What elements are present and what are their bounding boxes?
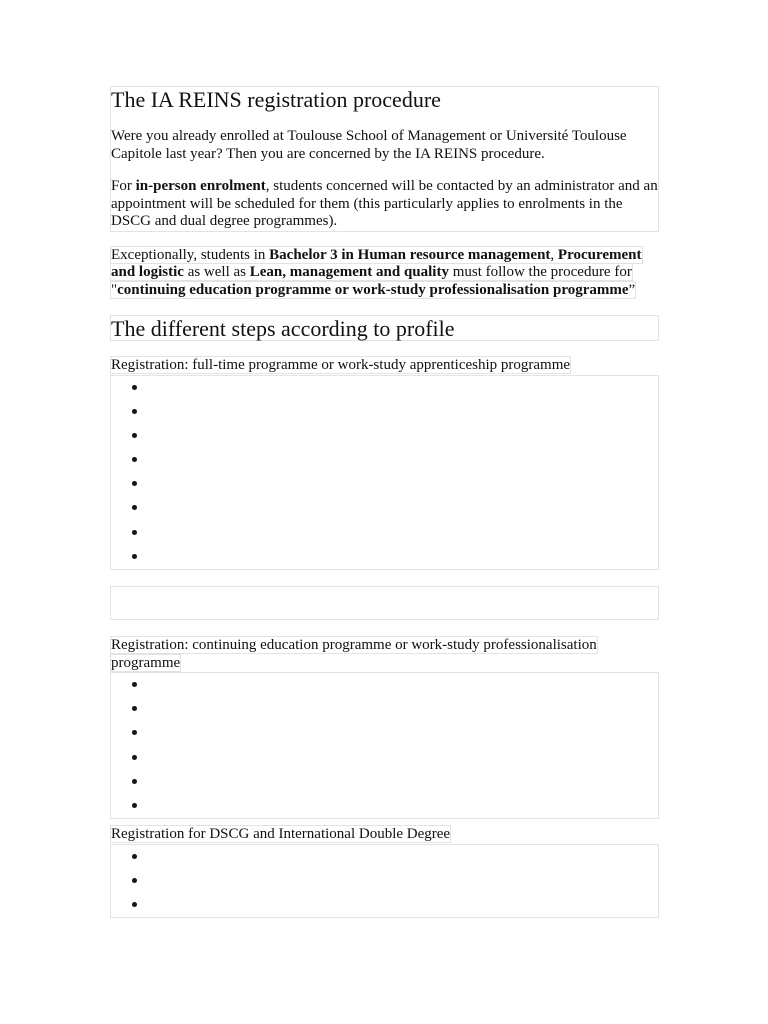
list-item (111, 770, 658, 794)
section-full-time (110, 357, 659, 570)
list-item (111, 448, 658, 472)
list-item (111, 521, 658, 545)
steps-list-dscg (110, 844, 659, 919)
steps-title-box (110, 315, 659, 341)
list-item (111, 545, 658, 569)
list-item (111, 697, 658, 721)
section-heading-dscg: Registration for DSCG and International Double Degree (111, 826, 451, 843)
exception-t5: ” (628, 281, 636, 298)
intro-paragraph-enrolled: Were you already enrolled at Toulouse School of Management or Université Toulouse Capitole last year? Then you are concerned by the IA REINS procedure. (111, 128, 627, 162)
list-item (111, 673, 658, 697)
exception-t1: Exceptionally, students in (111, 246, 270, 263)
list-item (111, 424, 658, 448)
steps-title: The different steps according to profile (111, 316, 455, 341)
steps-list-continuing-education (110, 672, 659, 819)
exception-text (110, 246, 643, 299)
intro-paragraph-in-person (111, 178, 658, 231)
lean-management-quality-emphasis: Lean, management and quality (249, 264, 449, 280)
steps-list-full-time (110, 375, 659, 571)
section-heading-full-time: Registration: full-time programme or work-study apprenticeship programme (111, 357, 571, 373)
exception-t2: , (550, 246, 558, 263)
in-person-enrolment-emphasis: in-person enrolment (135, 178, 266, 194)
exception-t3: as well as (183, 264, 250, 280)
list-item (111, 893, 658, 917)
list-item (111, 472, 658, 496)
page-content (110, 86, 659, 918)
list-item (111, 794, 658, 818)
list-item (111, 400, 658, 424)
list-item (111, 376, 658, 400)
exception-t4: must follow the procedure for " (111, 264, 632, 298)
procurement-logistic-emphasis: Procurement and logistic (111, 246, 642, 280)
intro-p2-prefix: For (111, 178, 136, 194)
list-item (111, 746, 658, 770)
intro-p2-suffix: , students concerned will be contacted by an administrator and an appointment will be scheduled for them (this particularly applies to enrolments in the DSCG and dual degree programmes). (111, 178, 658, 229)
section-dscg (110, 826, 659, 918)
section-heading-continuing-education: Registration: continuing education programme or work-study professionalisation programme (111, 637, 597, 671)
list-item (111, 845, 658, 869)
empty-content-box (110, 586, 659, 620)
bachelor-hr-emphasis: Bachelor 3 in Human resource management (269, 246, 551, 263)
list-item (111, 496, 658, 520)
continuing-education-emphasis: continuing education programme or work-study professionalisation programme (117, 281, 629, 298)
list-item (111, 721, 658, 745)
section-continuing-education (110, 637, 659, 819)
intro-section (110, 86, 659, 232)
list-item (111, 869, 658, 893)
page-title: The IA REINS registration procedure (111, 87, 441, 112)
exception-paragraph (110, 247, 659, 300)
